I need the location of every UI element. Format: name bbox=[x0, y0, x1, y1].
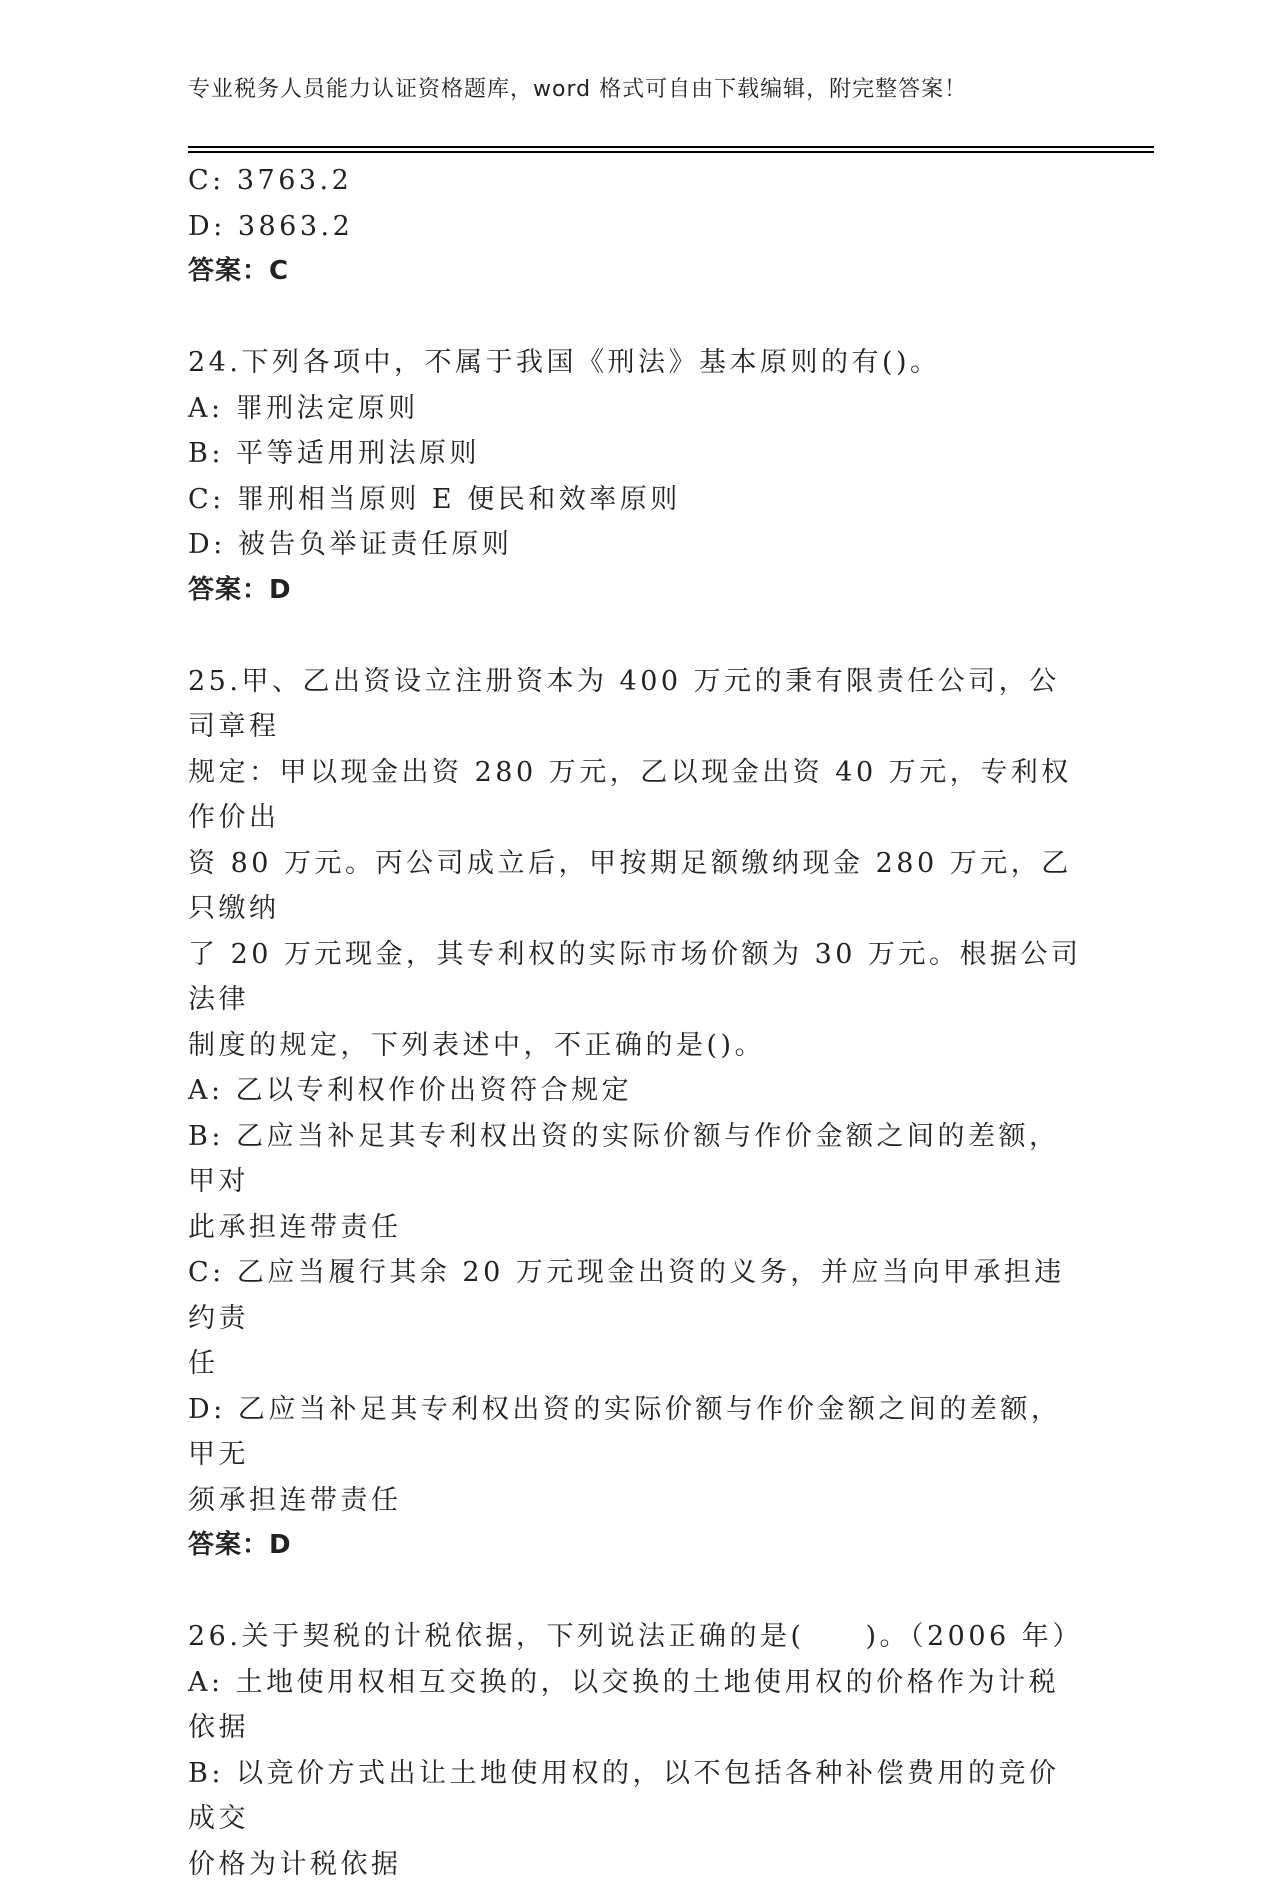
question-25 bbox=[188, 659, 1088, 1569]
q25-option-a: A: 乙以专利权作价出资符合规定 bbox=[188, 1068, 1088, 1114]
question-23 bbox=[188, 158, 1088, 295]
question-26 bbox=[188, 1614, 1088, 1887]
q25-stem-line: 制度的规定，下列表述中，不正确的是()。 bbox=[188, 1023, 1088, 1069]
q25-stem-line: 规定：甲以现金出资 280 万元，乙以现金出资 40 万元，专利权作价出 bbox=[188, 750, 1088, 841]
q26-option-b-line: B: 以竞价方式出让土地使用权的，以不包括各种补偿费用的竞价成交 bbox=[188, 1751, 1088, 1842]
q26-option-a: A: 土地使用权相互交换的，以交换的土地使用权的价格作为计税依据 bbox=[188, 1660, 1088, 1751]
q26-option-b-line: 价格为计税依据 bbox=[188, 1842, 1088, 1887]
q25-stem-line: 25.甲、乙出资设立注册资本为 400 万元的秉有限责任公司，公司章程 bbox=[188, 659, 1088, 750]
q23-option-d: D: 3863.2 bbox=[188, 204, 1088, 250]
q24-option-d: D: 被告负举证责任原则 bbox=[188, 522, 1088, 568]
q24-option-a: A: 罪刑法定原则 bbox=[188, 386, 1088, 432]
question-24 bbox=[188, 340, 1088, 613]
q25-stem-line: 了 20 万元现金，其专利权的实际市场价额为 30 万元。根据公司法律 bbox=[188, 932, 1088, 1023]
q25-answer: 答案：D bbox=[188, 1523, 1088, 1569]
q25-option-c-line: 任 bbox=[188, 1341, 1088, 1387]
q25-option-c-line: C: 乙应当履行其余 20 万元现金出资的义务，并应当向甲承担违约责 bbox=[188, 1250, 1088, 1341]
q25-option-d-line: 须承担连带责任 bbox=[188, 1478, 1088, 1524]
q23-option-c: C: 3763.2 bbox=[188, 158, 1088, 204]
q24-option-b: B: 平等适用刑法原则 bbox=[188, 431, 1088, 477]
q25-option-b-line: 此承担连带责任 bbox=[188, 1205, 1088, 1251]
q24-answer: 答案：D bbox=[188, 568, 1088, 614]
q24-stem: 24.下列各项中，不属于我国《刑法》基本原则的有()。 bbox=[188, 340, 1088, 386]
header-divider bbox=[188, 146, 1154, 153]
spacer bbox=[188, 613, 1088, 659]
q24-option-c: C: 罪刑相当原则 E 便民和效率原则 bbox=[188, 477, 1088, 523]
q26-stem: 26.关于契税的计税依据，下列说法正确的是( )。（2006 年） bbox=[188, 1614, 1088, 1660]
q25-option-d-line: D: 乙应当补足其专利权出资的实际价额与作价金额之间的差额，甲无 bbox=[188, 1387, 1088, 1478]
q25-option-b-line: B: 乙应当补足其专利权出资的实际价额与作价金额之间的差额，甲对 bbox=[188, 1114, 1088, 1205]
q23-answer: 答案：C bbox=[188, 249, 1088, 295]
q25-stem-line: 资 80 万元。丙公司成立后，甲按期足额缴纳现金 280 万元，乙只缴纳 bbox=[188, 841, 1088, 932]
spacer bbox=[188, 1569, 1088, 1615]
page-header: 专业税务人员能力认证资格题库，word 格式可自由下载编辑，附完整答案！ bbox=[188, 72, 967, 103]
document-body bbox=[188, 158, 1088, 1887]
spacer bbox=[188, 295, 1088, 341]
